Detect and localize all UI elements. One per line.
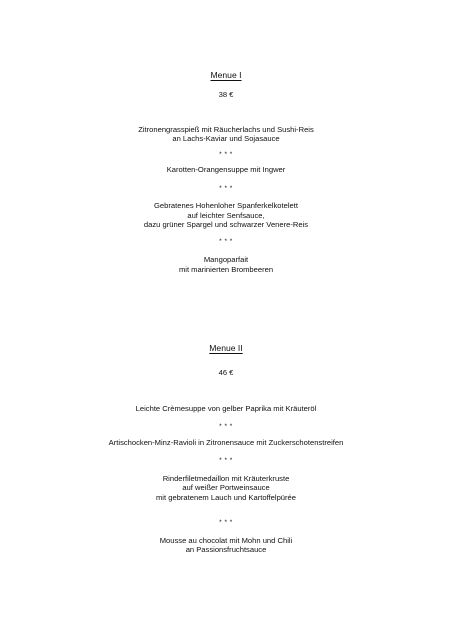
menu-1-course-3-line-2: auf leichter Senfsauce, <box>187 211 265 220</box>
menu-1-course-1-line-1: Zitronengrasspieß mit Räucherlachs und Sushi-Reis <box>138 125 314 134</box>
menu-2-title: Menue II <box>209 343 243 353</box>
menu-2-course-3-line-2: auf weißer Portweinsauce <box>182 483 270 492</box>
menu-1-price: 38 € <box>218 90 234 99</box>
menu-2-course-3-line-3: mit gebratenem Lauch und Kartoffelpürée <box>155 493 296 502</box>
menu-1-separator-1: * * * <box>219 151 233 158</box>
menu-2-course-2-line-1: Artischocken-Minz-Ravioli in Zitronensauce mit Zuckerschotenstreifen <box>108 438 344 447</box>
menu-1-course-2-line-1: Karotten-Orangensuppe mit Ingwer <box>166 165 286 174</box>
menu-2-course-4-line-1: Mousse au chocolat mit Mohn und Chili <box>159 536 293 545</box>
menu-1-course-4-line-2: mit marinierten Brombeeren <box>178 265 274 274</box>
menu-2-separator-1: * * * <box>219 423 233 430</box>
menu-2-separator-2: * * * <box>219 457 233 464</box>
menu-1-course-3-line-1: Gebratenes Hohenloher Spanferkelkotelett <box>154 201 298 210</box>
menu-2-separator-3: * * * <box>219 519 233 526</box>
menu-1-title: Menue I <box>210 70 242 80</box>
menu-2-course-4-line-2: an Passionsfruchtsauce <box>185 545 267 554</box>
menu-2-course-3-line-1: Rinderfiletmedaillon mit Kräuterkruste <box>162 474 290 483</box>
menu-1-separator-3: * * * <box>219 238 233 245</box>
menu-2-price: 46 € <box>218 368 234 377</box>
menu-1-course-1-line-2: an Lachs-Kaviar und Sojasauce <box>172 134 280 143</box>
menu-1-course-4-line-1: Mangoparfait <box>203 255 249 264</box>
menu-1-course-3-line-3: dazu grüner Spargel und schwarzer Venere-Reis <box>143 220 309 229</box>
menu-1-separator-2: * * * <box>219 185 233 192</box>
menu-2-course-1-line-1: Leichte Crèmesuppe von gelber Paprika mit Kräuteröl <box>135 404 317 413</box>
